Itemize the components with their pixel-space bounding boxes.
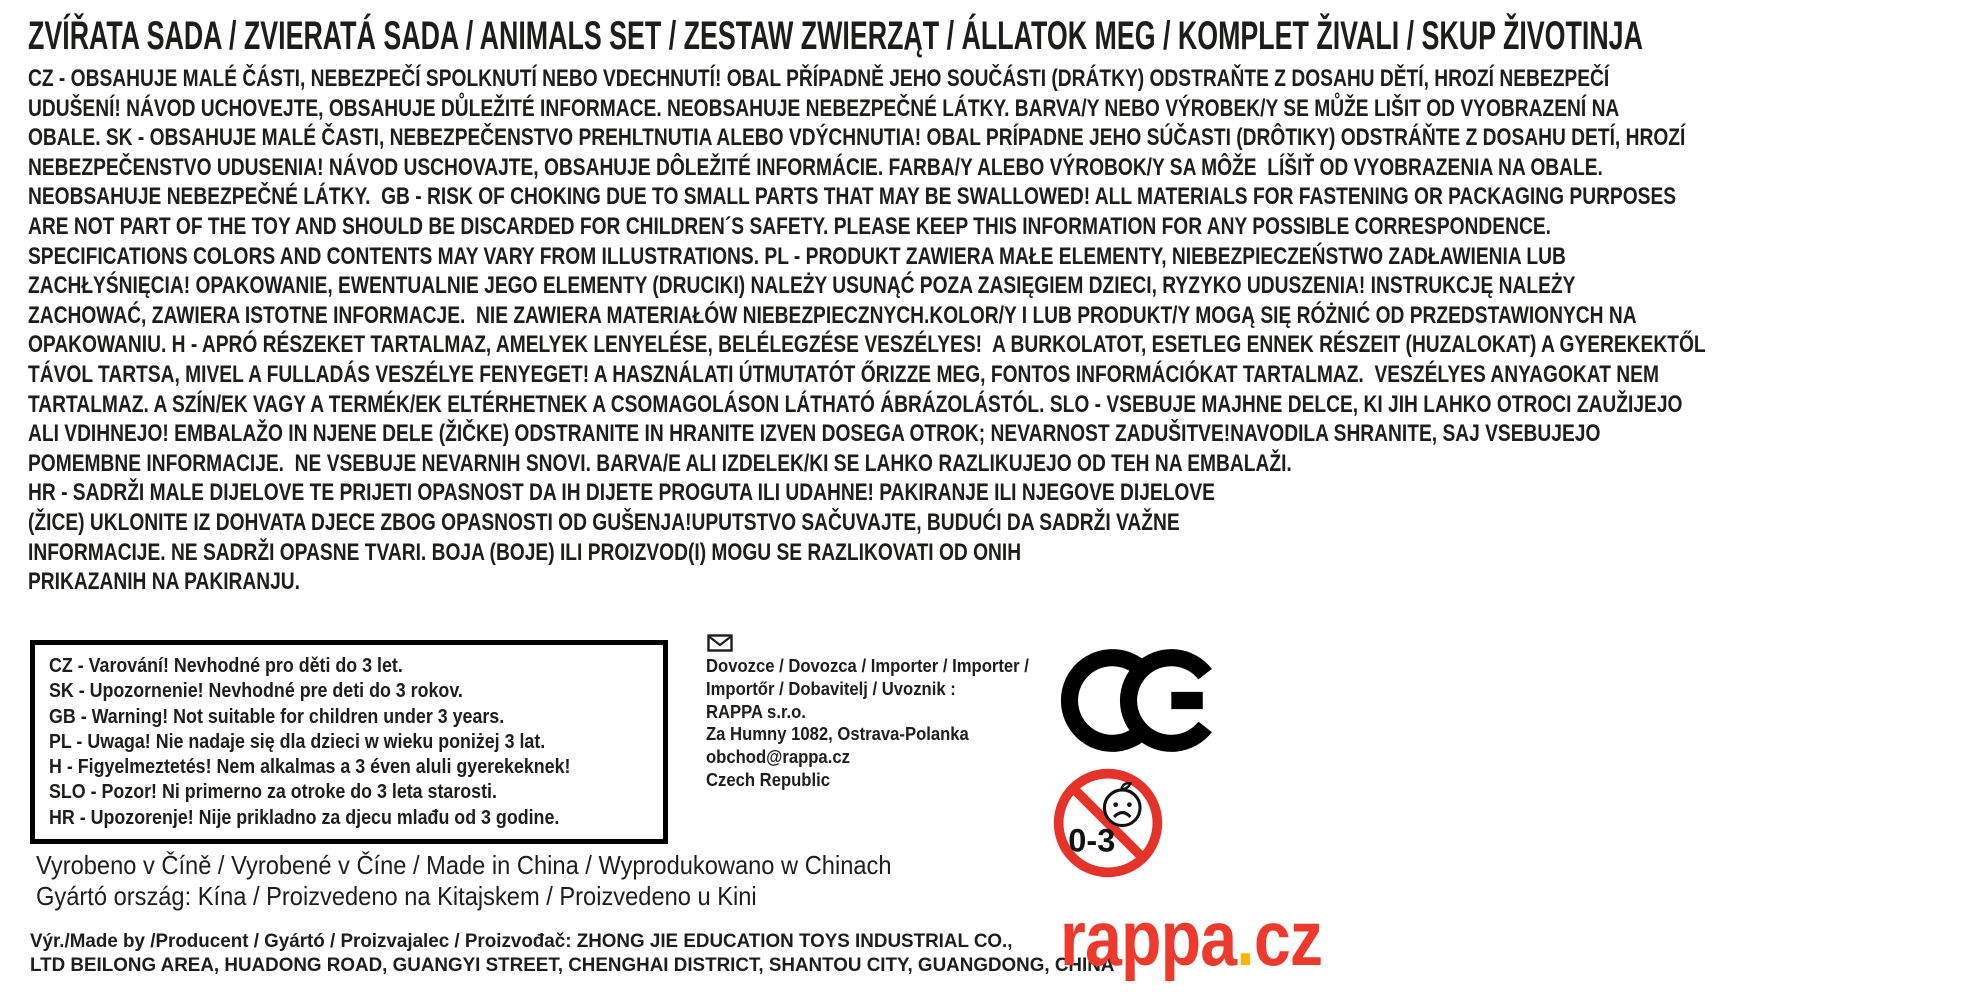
safety-text-line: ZACHOWAĆ, ZAWIERA ISTOTNE INFORMACJE. NIE ZAWIERA MATERIAŁÓW NIEBEZPIECZNYCH.KOLOR/Y I LUB PRODUKT/Y MOGĄ SIĘ RÓŻNIĆ OD PRZEDSTAWIONYCH NA [28,301,1637,329]
age-warning-box [30,640,668,844]
safety-text-line: ALI VDIHNEJO! EMBALAŽO IN NJENE DELE (ŽIČKE) ODSTRANITE IN HRANITE IZVEN DOSEGA OTROK; NEVARNOST ZADUŠITVE!NAVODILA SHRANITE, SAJ VSEBUJEJO [28,420,1601,448]
warning-line: SK - Upozornenie! Nevhodné pre deti do 3 rokov. [49,679,463,703]
importer-line: Za Humny 1082, Ostrava-Polanka [706,723,969,745]
warning-line: CZ - Varování! Nevhodné pro děti do 3 let. [49,654,403,677]
importer-line: Dovozce / Dovozca / Importer / Importer / [706,655,1029,676]
importer-line: Czech Republic [706,768,830,790]
safety-text [28,64,1971,597]
importer-line: RAPPA s.r.o. [706,700,806,722]
brand-logo [1060,894,1323,982]
safety-text-line: HR - SADRŽI MALE DIJELOVE TE PRIJETI OPASNOST DA IH DIJETE PROGUTA ILI UDAHNE! PAKIRANJE ILI NJEGOVE DIJELOVE [28,479,1215,507]
brand-logo-dot: . [1236,894,1254,982]
warning-line: SLO - Pozor! Ni primerno za otroke do 3 leta starosti. [49,780,497,804]
age-warning-label: 0-3 [1068,822,1116,859]
made-in-block [36,850,976,911]
safety-text-line: OPAKOWANIU. H - APRÓ RÉSZEKET TARTALMAZ, AMELYEK LENYELÉSE, BELÉLEGZÉSE VESZÉLYES! A BURKOLATOT, ESETLEG ENNEK RÉSZEIT (HUZALOKAT) A GYEREKEKTŐL [28,331,1706,359]
importer-block [706,634,1065,792]
safety-text-line: SPECIFICATIONS COLORS AND CONTENTS MAY VARY FROM ILLUSTRATIONS. PL - PRODUKT ZAWIERA MAŁE ELEMENTY, NIEBEZPIECZEŃSTWO ZADŁAWIENIA LUB [28,242,1566,270]
warning-line: HR - Upozorenje! Nije prikladno za djecu mlađu od 3 godine. [49,805,560,829]
page-title: ZVÍŘATA SADA / ZVIERATÁ SADA / ANIMALS SET / ZESTAW ZWIERZĄT / ÁLLATOK MEG / KOMPLET ŽIVALI / SKUP ŽIVOTINJA [28,14,1643,58]
safety-text-line: ZACHŁYŚNIĘCIA! OPAKOWANIE, EWENTUALNIE JEGO ELEMENTY (DRUCIKI) NALEŻY USUNĄĆ POZA ZASIĘGIEM DZIECI, RYZYKO UDUSZENIA! INSTRUKCJĘ NALEŻY [28,272,1576,300]
safety-text-line: OBALE. SK - OBSAHUJE MALÉ ČASTI, NEBEZPEČENSTVO PREHLTNUTIA ALEBO VDÝCHNUTIA! OBAL PRÍPADNE JEHO SÚČASTI (DRÔTIKY) ODSTRÁŇTE Z DOSAHU DETÍ, HROZÍ [28,124,1686,152]
safety-text-line: NEOBSAHUJE NEBEZPEČNÉ LÁTKY. GB - RISK OF CHOKING DUE TO SMALL PARTS THAT MAY BE SWALLOWED! ALL MATERIALS FOR FASTENING OR PACKAGING PURPOSES [28,183,1677,211]
importer-line: obchod@rappa.cz [706,746,850,768]
made-in-line: Gyártó ország: Kína / Proizvedeno na Kitajskem / Proizvedeno u Kini [36,880,757,911]
warning-line: GB - Warning! Not suitable for children under 3 years. [49,704,505,728]
made-in-line: Vyrobeno v Číně / Vyrobené v Číne / Made in China / Wyprodukowano w Chinach [36,850,892,880]
age-warning-icon [1051,766,1165,880]
importer-line: Importőr / Dobavitelj / Uvoznik : [706,677,956,699]
manufacturer-block [30,930,1125,978]
safety-text-line: PRIKAZANIH NA PAKIRANJU. [28,568,301,596]
manufacturer-line: Výr./Made by /Producent / Gyártó / Proizvajalec / Proizvođač: ZHONG JIE EDUCATION TOYS INDUSTRIAL CO., [30,931,1013,952]
safety-text-line: TÁVOL TARTSA, MIVEL A FULLADÁS VESZÉLYE FENYEGET! A HASZNÁLATI ÚTMUTATÓT ŐRIZZE MEG, FONTOS INFORMÁCIÓKAT TARTALMAZ. VESZÉLYES ANYAGOKAT NEM [28,360,1659,388]
safety-text-line: INFORMACIJE. NE SADRŽI OPASNE TVARI. BOJA (BOJE) ILI PROIZVOD(I) MOGU SE RAZLIKOVATI OD ONIH [28,538,1022,566]
envelope-icon [707,634,733,652]
safety-text-line: ARE NOT PART OF THE TOY AND SHOULD BE DISCARDED FOR CHILDREN´S SAFETY. PLEASE KEEP THIS INFORMATION FOR ANY POSSIBLE CORRESPONDENCE. [28,212,1551,240]
importer-lines [706,655,1065,792]
ce-mark-icon [1058,648,1218,753]
safety-text-line: (ŽICE) UKLONITE IZ DOHVATA DJECE ZBOG OPASNOSTI OD GUŠENJA!UPUTSTVO SAČUVAJTE, BUDUĆI DA SADRŽI VAŽNE [28,508,1180,536]
warning-line: H - Figyelmeztetés! Nem alkalmas a 3 éven aluli gyerekeknek! [49,755,571,779]
safety-text-line: NEBEZPEČENSTVO UDUSENIA! NÁVOD USCHOVAJTE, OBSAHUJE DÔLEŽITÉ INFORMÁCIE. FARBA/Y ALEBO VÝROBOK/Y SA MÔŽE LÍŠIŤ OD VYOBRAZENIA NA OBALE. [28,153,1603,181]
brand-logo-name: rappa [1060,894,1237,982]
manufacturer-line: LTD BEILONG AREA, HUADONG ROAD, GUANGYI STREET, CHENGHAI DISTRICT, SHANTOU CITY, GUANGDONG, CHINA [30,955,1115,976]
safety-text-line: UDUŠENÍ! NÁVOD UCHOVEJTE, OBSAHUJE DŮLEŽITÉ INFORMACE. NEOBSAHUJE NEBEZPEČNÉ LÁTKY. BARVA/Y NEBO VÝROBEK/Y SE MŮŽE LIŠIT OD VYOBRAZENÍ NA [28,94,1620,122]
warning-line: PL - Uwaga! Nie nadaje się dla dzieci w wieku poniżej 3 lat. [49,729,546,753]
safety-text-line: POMEMBNE INFORMACIJE. NE VSEBUJE NEVARNIH SNOVI. BARVA/E ALI IZDELEK/KI SE LAHKO RAZLIKUJEJO OD TEH NA EMBALAŽI. [28,449,1292,477]
safety-text-line: TARTALMAZ. A SZÍN/EK VAGY A TERMÉK/EK ELTÉRHETNEK A CSOMAGOLÁSON LÁTHATÓ ÁBRÁZOLÁSTÓL. SLO - VSEBUJE MAJHNE DELCE, KI JIH LAHKO OTROCI ZAUŽIJEJO [28,390,1683,418]
safety-text-line: CZ - OBSAHUJE MALÉ ČÁSTI, NEBEZPEČÍ SPOLKNUTÍ NEBO VDECHNUTÍ! OBAL PŘÍPADNĚ JEHO SOUČÁSTI (DRÁTKY) ODSTRAŇTE Z DOSAHU DĚTÍ, HROZÍ NEBEZPEČÍ [28,65,1610,92]
brand-logo-tld: cz [1253,894,1323,982]
